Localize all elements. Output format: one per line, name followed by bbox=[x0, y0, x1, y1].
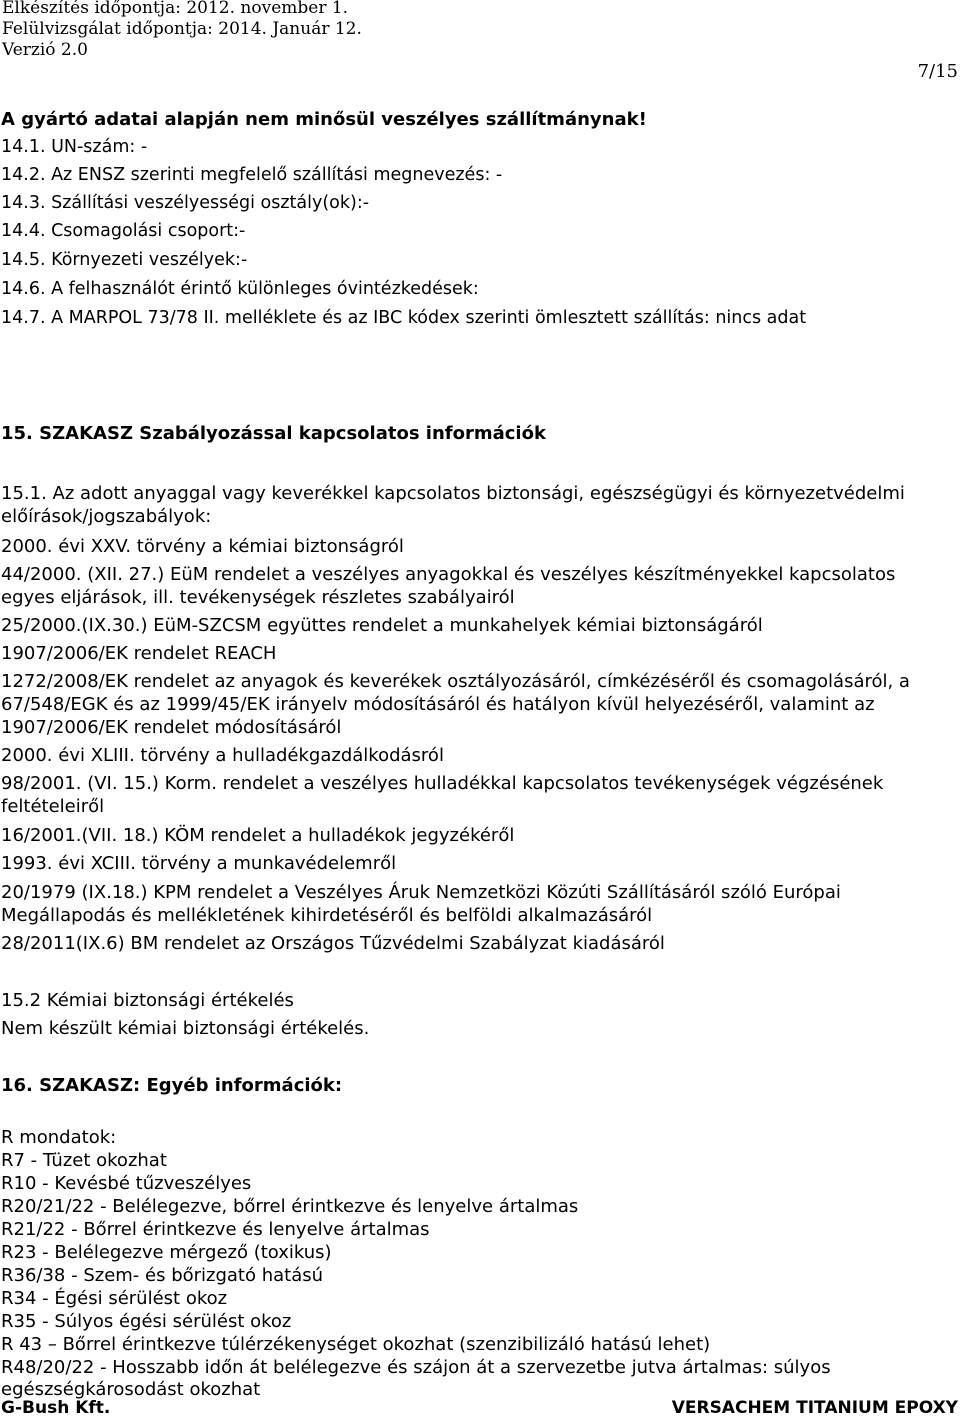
page-number: 7/15 bbox=[917, 61, 958, 82]
r-phrase: R10 - Kevésbé tűzveszélyes bbox=[1, 1173, 252, 1194]
footer-product: VERSACHEM TITANIUM EPOXY bbox=[671, 1398, 958, 1418]
law-item: Megállapodás és mellékletének kihirdetéséről és belföldi alkalmazásáról bbox=[1, 905, 653, 926]
r-phrase: R48/20/22 - Hosszabb időn át belélegezve és szájon át a szervezetbe jutva ártalmas: súlyos bbox=[1, 1357, 831, 1378]
sec15-sub2-title: 15.2 Kémiai biztonsági értékelés bbox=[1, 990, 294, 1011]
created-date: Elkészítés időpontja: 2012. november 1. bbox=[2, 0, 349, 18]
law-item: 2000. évi XLIII. törvény a hulladékgazdálkodásról bbox=[1, 745, 444, 766]
sec14-item: 14.5. Környezeti veszélyek:- bbox=[1, 250, 248, 270]
r-phrase: R21/22 - Bőrrel érintkezve és lenyelve ártalmas bbox=[1, 1219, 430, 1240]
sec14-item: 14.1. UN-szám: - bbox=[1, 137, 148, 157]
section-16-title: 16. SZAKASZ: Egyéb információk: bbox=[1, 1075, 343, 1096]
sec14-item: 14.7. A MARPOL 73/78 II. melléklete és az IBC kódex szerinti ömlesztett szállítás: nincs adat bbox=[1, 308, 807, 328]
sec14-item: 14.2. Az ENSZ szerinti megfelelő szállítási megnevezés: - bbox=[1, 165, 503, 185]
law-item: 25/2000.(IX.30.) EüM-SZCSM együttes rendelet a munkahelyek kémiai biztonságáról bbox=[1, 615, 763, 636]
law-item: 98/2001. (VI. 15.) Korm. rendelet a veszélyes hulladékkal kapcsolatos tevékenységek végzésének bbox=[1, 773, 884, 794]
footer-company: G-Bush Kft. bbox=[1, 1398, 111, 1418]
law-item: 20/1979 (IX.18.) KPM rendelet a Veszélyes Áruk Nemzetközi Közúti Szállításáról szóló Európai bbox=[1, 882, 841, 903]
law-item: 67/548/EGK és az 1999/45/EK irányelv módosításáról és hatályon kívül helyezéséről, valamint az bbox=[1, 694, 875, 715]
law-item: 44/2000. (XII. 27.) EüM rendelet a veszélyes anyagokkal és veszélyes készítményekkel kapcsolatos bbox=[1, 564, 896, 585]
r-phrase: R35 - Súlyos égési sérülést okoz bbox=[1, 1311, 292, 1332]
transport-intro: A gyártó adatai alapján nem minősül veszélyes szállítmánynak! bbox=[1, 109, 647, 130]
r-phrase: R34 - Égési sérülést okoz bbox=[1, 1288, 228, 1309]
sec14-item: 14.4. Csomagolási csoport:- bbox=[1, 221, 246, 241]
sec14-item: 14.3. Szállítási veszélyességi osztály(ok):- bbox=[1, 193, 370, 213]
law-item: 16/2001.(VII. 18.) KÖM rendelet a hulladékok jegyzékéről bbox=[1, 825, 515, 846]
law-item: egyes eljárások, ill. tevékenységek részletes szabályairól bbox=[1, 587, 515, 608]
revised-date: Felülvizsgálat időpontja: 2014. Január 12. bbox=[2, 19, 362, 39]
r-phrase: R36/38 - Szem- és bőrizgató hatású bbox=[1, 1265, 324, 1286]
r-phrase: R 43 – Bőrrel érintkezve túlérzékenységet okozhat (szenzibilizáló hatású lehet) bbox=[1, 1334, 711, 1355]
law-item: 1993. évi XCIII. törvény a munkavédelemről bbox=[1, 853, 397, 874]
law-item: 1272/2008/EK rendelet az anyagok és keverékek osztályozásáról, címkézéséről és csomagolásáról, a bbox=[1, 671, 910, 692]
sec15-sub1-cont: előírások/jogszabályok: bbox=[1, 506, 212, 527]
sec14-item: 14.6. A felhasználót érintő különleges óvintézkedések: bbox=[1, 279, 479, 299]
law-item: feltételeiről bbox=[1, 796, 105, 817]
sec15-sub1: 15.1. Az adott anyaggal vagy keverékkel kapcsolatos biztonsági, egészségügyi és környezetvédelmi bbox=[1, 483, 905, 504]
r-phrase: R20/21/22 - Belélegezve, bőrrel érintkezve és lenyelve ártalmas bbox=[1, 1196, 579, 1217]
r-phrase: egészségkárosodást okozhat bbox=[1, 1379, 261, 1400]
law-item: 28/2011(IX.6) BM rendelet az Országos Tűzvédelmi Szabályzat kiadásáról bbox=[1, 933, 665, 954]
law-item: 1907/2006/EK rendelet REACH bbox=[1, 643, 277, 664]
law-item: 1907/2006/EK rendelet módosításáról bbox=[1, 717, 342, 738]
r-phrase: R7 - Tüzet okozhat bbox=[1, 1150, 167, 1171]
section-15-title: 15. SZAKASZ Szabályozással kapcsolatos információk bbox=[1, 423, 546, 444]
r-phrase: R23 - Belélegezve mérgező (toxikus) bbox=[1, 1242, 332, 1263]
r-heading: R mondatok: bbox=[1, 1127, 117, 1148]
sec15-sub2-text: Nem készült kémiai biztonsági értékelés. bbox=[1, 1018, 370, 1039]
version: Verzió 2.0 bbox=[2, 40, 88, 60]
law-item: 2000. évi XXV. törvény a kémiai biztonságról bbox=[1, 536, 404, 557]
